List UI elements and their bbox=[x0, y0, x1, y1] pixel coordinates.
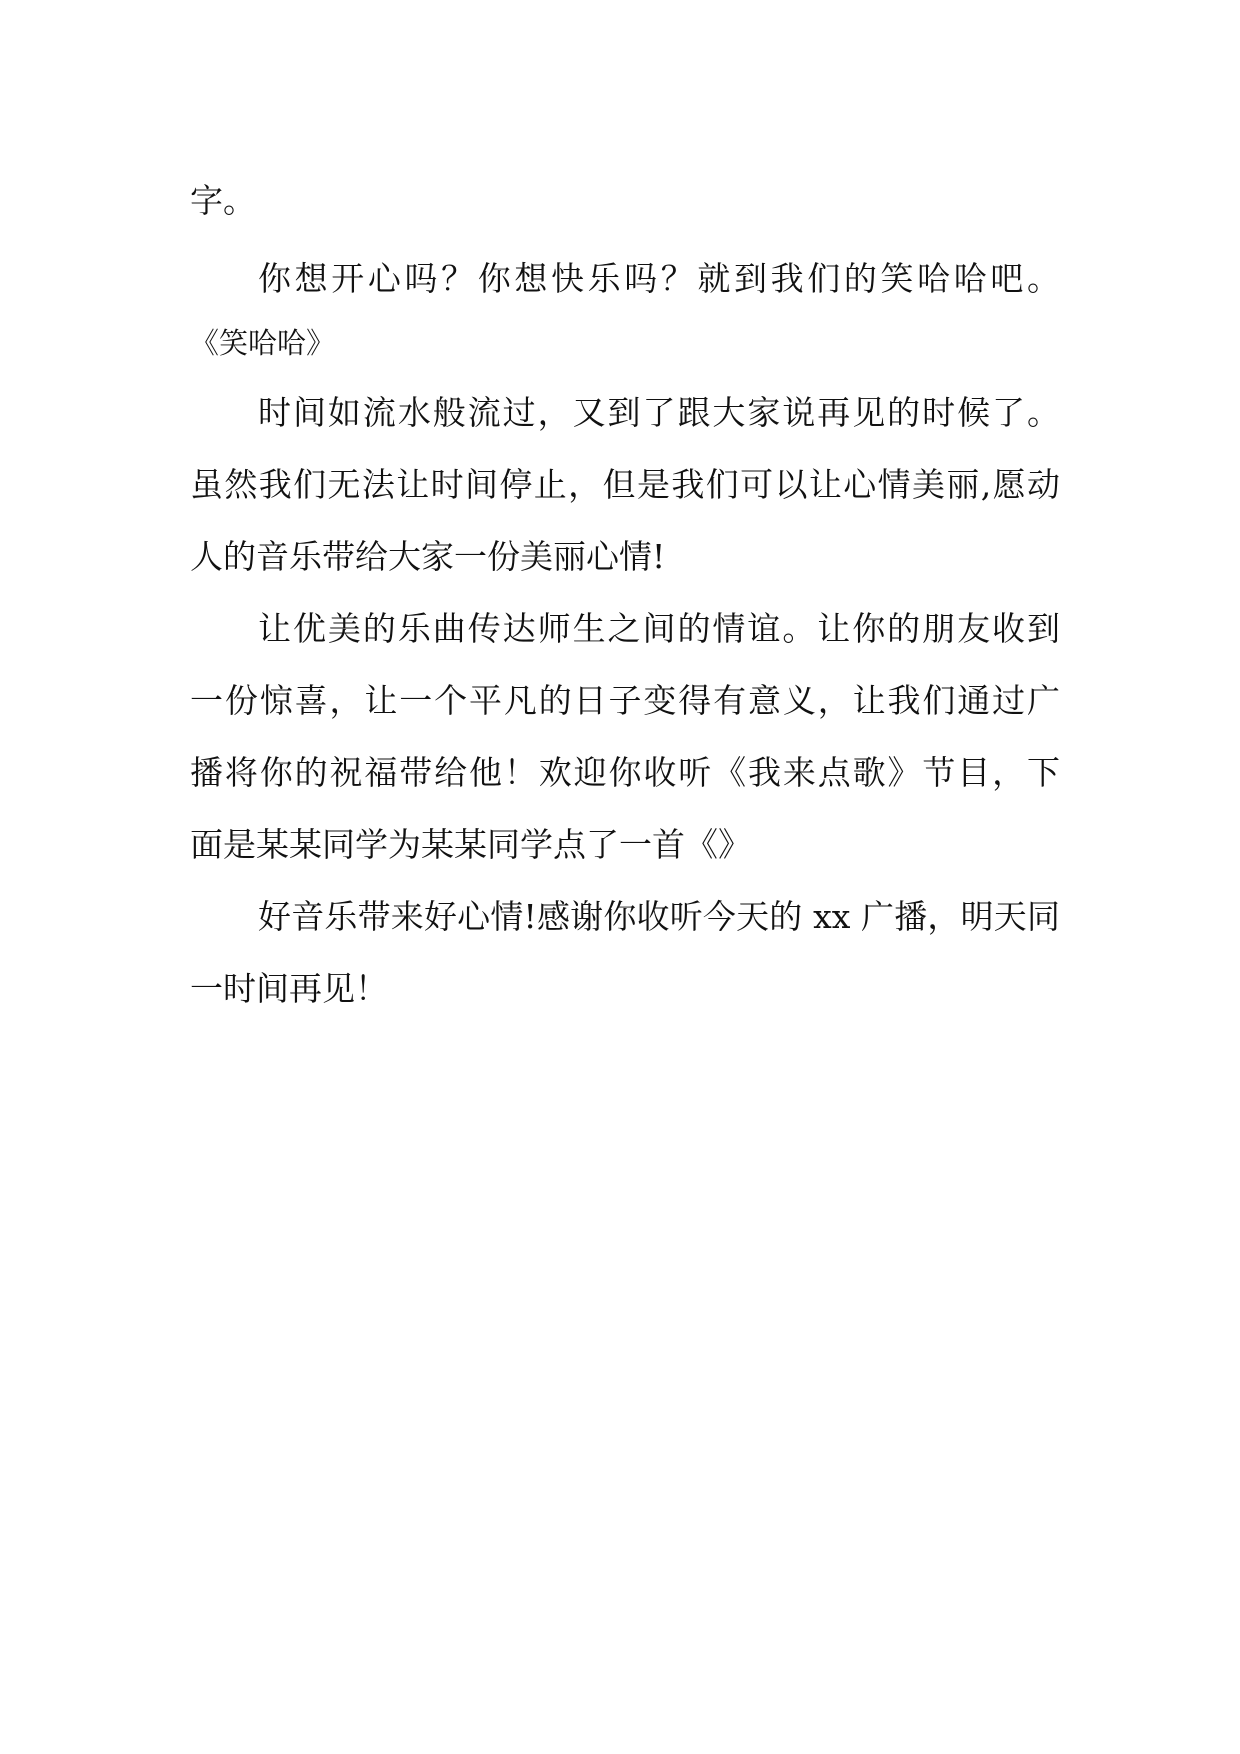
paragraph-line: 面是某某同学为某某同学点了一首《》 bbox=[190, 825, 751, 864]
paragraph-line: 字。 bbox=[190, 181, 256, 220]
paragraph-line: 虽然我们无法让时间停止，但是我们可以让心情美丽,愿动 bbox=[190, 465, 1060, 504]
document-body bbox=[190, 165, 1060, 1025]
paragraph-line: 你想开心吗？你想快乐吗？就到我们的笑哈哈吧。 bbox=[258, 259, 1060, 298]
paragraph-line: 让优美的乐曲传达师生之间的情谊。让你的朋友收到 bbox=[258, 609, 1060, 648]
paragraph-line: 好音乐带来好心情!感谢你收听今天的 xx 广播，明天同 bbox=[258, 897, 1060, 936]
paragraph-line: 时间如流水般流过，又到了跟大家说再见的时候了。 bbox=[258, 393, 1060, 432]
paragraph-line: 人的音乐带给大家一份美丽心情! bbox=[190, 537, 666, 576]
paragraph-line: 一份惊喜，让一个平凡的日子变得有意义，让我们通过广 bbox=[190, 681, 1060, 720]
paragraph-line: 一时间再见！ bbox=[190, 969, 388, 1008]
paragraph-line: 播将你的祝福带给他！欢迎你收听《我来点歌》节目，下 bbox=[190, 753, 1060, 792]
program-title: 《笑哈哈》 bbox=[190, 326, 336, 360]
